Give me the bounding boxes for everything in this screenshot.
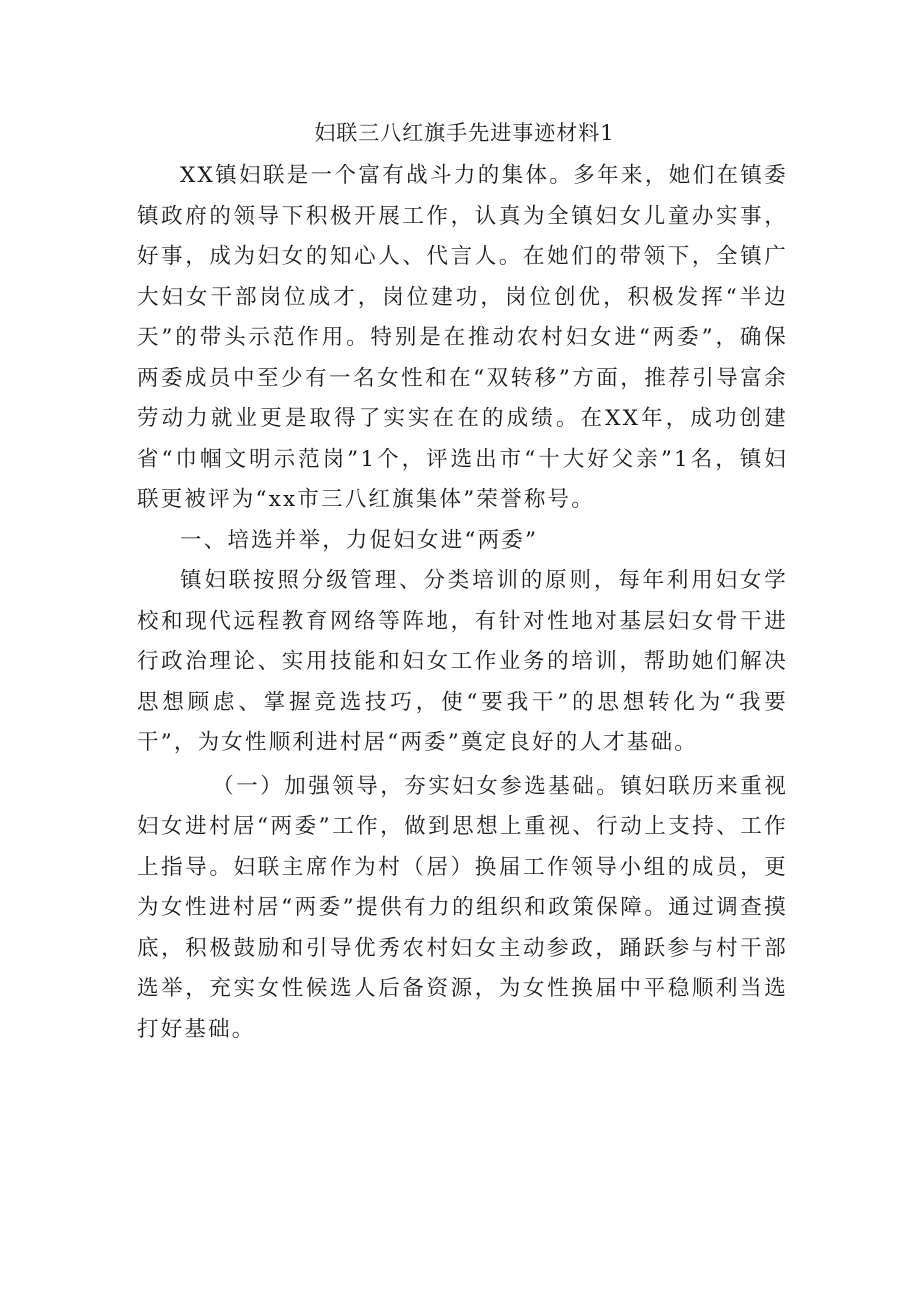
paragraph-training: 镇妇联按照分级管理、分类培训的原则，每年利用妇女学校和现代远程教育网络等阵地，有针对性地对基层妇女骨干进行政治理论、实用技能和妇女工作业务的培训，帮助她们解决思想顾虑、掌握竞选技巧，使“要我干”的思想转化为“我要干”，为女性顺利进村居“两委”奠定良好的人才基础。 [137, 568, 788, 755]
paragraph-intro: XX镇妇联是一个富有战斗力的集体。多年来，她们在镇委镇政府的领导下积极开展工作，认真为全镇妇女儿童办实事，好事，成为妇女的知心人、代言人。在她们的带领下，全镇广大妇女干部岗位成才，岗位建功，岗位创优，积极发挥“半边天”的带头示范作用。特别是在推动农村妇女进“两委”，确保两委成员中至少有一名女性和在“双转移”方面，推荐引导富余劳动力就业更是取得了实实在在的成绩。在XX年，成功创建省“巾帼文明示范岗”1个，评选出市“十大好父亲”1名，镇妇联更被评为“xx市三八红旗集体”荣誉称号。 [137, 163, 788, 512]
document-title: 妇联三八红旗手先进事迹材料1 [314, 121, 615, 145]
section-heading-1: 一、培选并举，力促妇女进“两委” [180, 527, 539, 553]
paragraph-subsection-1: （一）加强领导，夯实妇女参选基础。镇妇联历来重视妇女进村居“两委”工作，做到思想上重视、行动上支持、工作上指导。妇联主席作为村（居）换届工作领导小组的成员，更为女性进村居“两委”提供有力的组织和政策保障。通过调查摸底，积极鼓励和引导优秀农村妇女主动参政，踊跃参与村干部选举，充实女性候选人后备资源，为女性换届中平稳顺利当选打好基础。 [137, 773, 788, 1042]
